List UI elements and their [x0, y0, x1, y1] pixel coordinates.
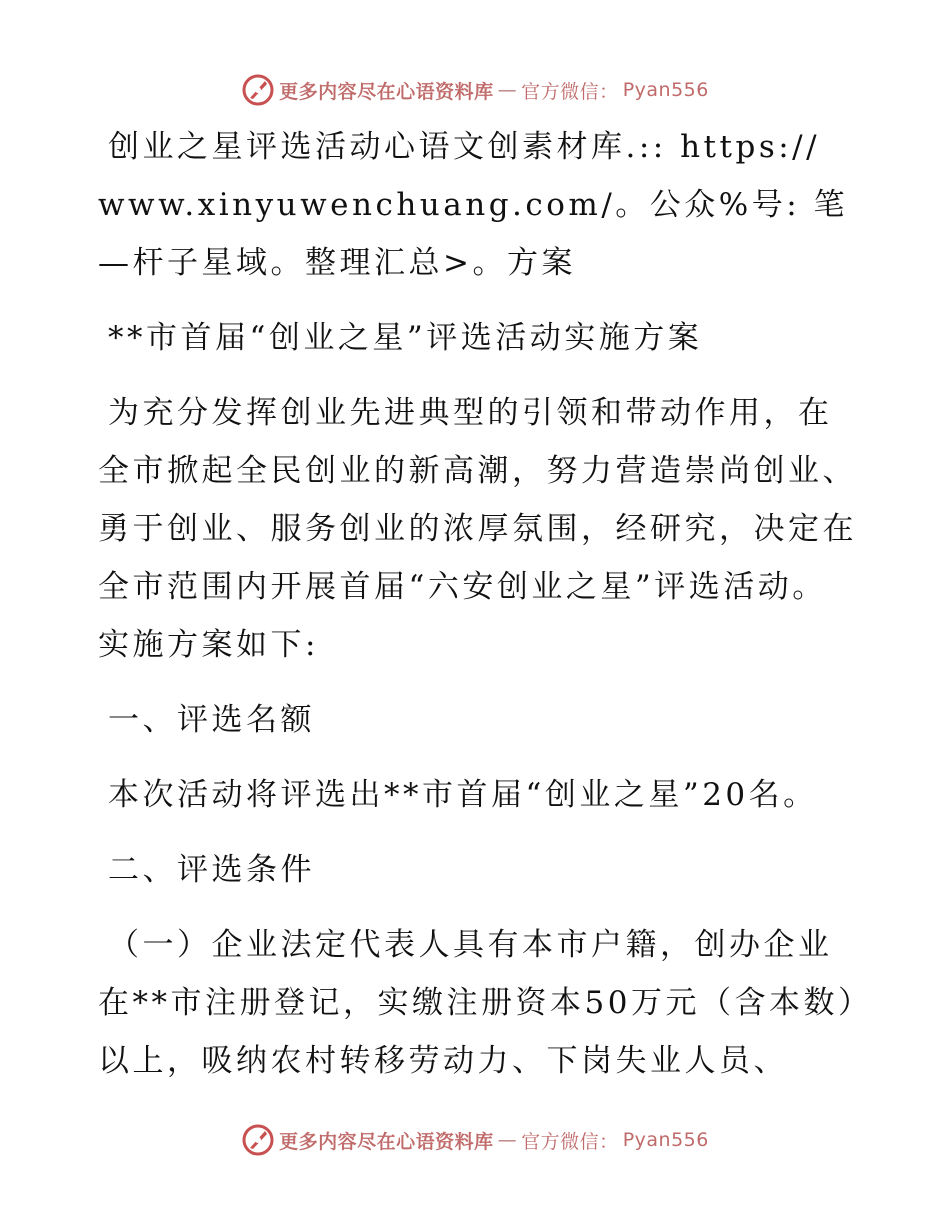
banner-wechat-label: 官方微信： — [521, 80, 619, 103]
intro-paragraph: 创业之星评选活动心语文创素材库.:: https:// www.xinyuwenchuang.com/。公众%号: 笔—杆子星域。整理汇总>。方案 — [98, 129, 849, 281]
banner-wechat-id: Pyan556 — [622, 1129, 709, 1151]
section-heading-quota: 一、评选名额 — [108, 702, 315, 738]
banner-wechat-id: Pyan556 — [622, 79, 709, 101]
footer-watermark-banner — [0, 1118, 950, 1162]
banner-main-text: 更多内容尽在心语资料库 — [279, 1130, 494, 1153]
banner-dash: — — [497, 1129, 518, 1151]
quill-logo-icon — [241, 73, 275, 107]
criteria-paragraph: （一）企业法定代表人具有本市户籍，创办企业在**市注册登记，实缴注册资本50万元（含本数）以上，吸纳农村转移劳动力、下岗失业人员、 — [98, 927, 857, 1079]
section-heading-criteria: 二、评选条件 — [108, 852, 315, 888]
quota-paragraph: 本次活动将评选出**市首届“创业之星”20名。 — [108, 777, 818, 813]
header-watermark-banner — [0, 68, 950, 112]
document-body — [98, 118, 858, 1107]
document-title: **市首届“创业之星”评选活动实施方案 — [108, 320, 703, 356]
preamble-paragraph: 为充分发挥创业先进典型的引领和带动作用，在全市掀起全民创业的新高潮，努力营造崇尚创业、勇于创业、服务创业的浓厚氛围，经研究，决定在全市范围内开展首届“六安创业之星”评选活动。实施方案如下: — [98, 395, 857, 663]
banner-dash: — — [497, 79, 518, 101]
banner-main-text: 更多内容尽在心语资料库 — [279, 80, 494, 103]
banner-wechat-label: 官方微信： — [521, 1130, 619, 1153]
quill-logo-icon — [241, 1123, 275, 1157]
